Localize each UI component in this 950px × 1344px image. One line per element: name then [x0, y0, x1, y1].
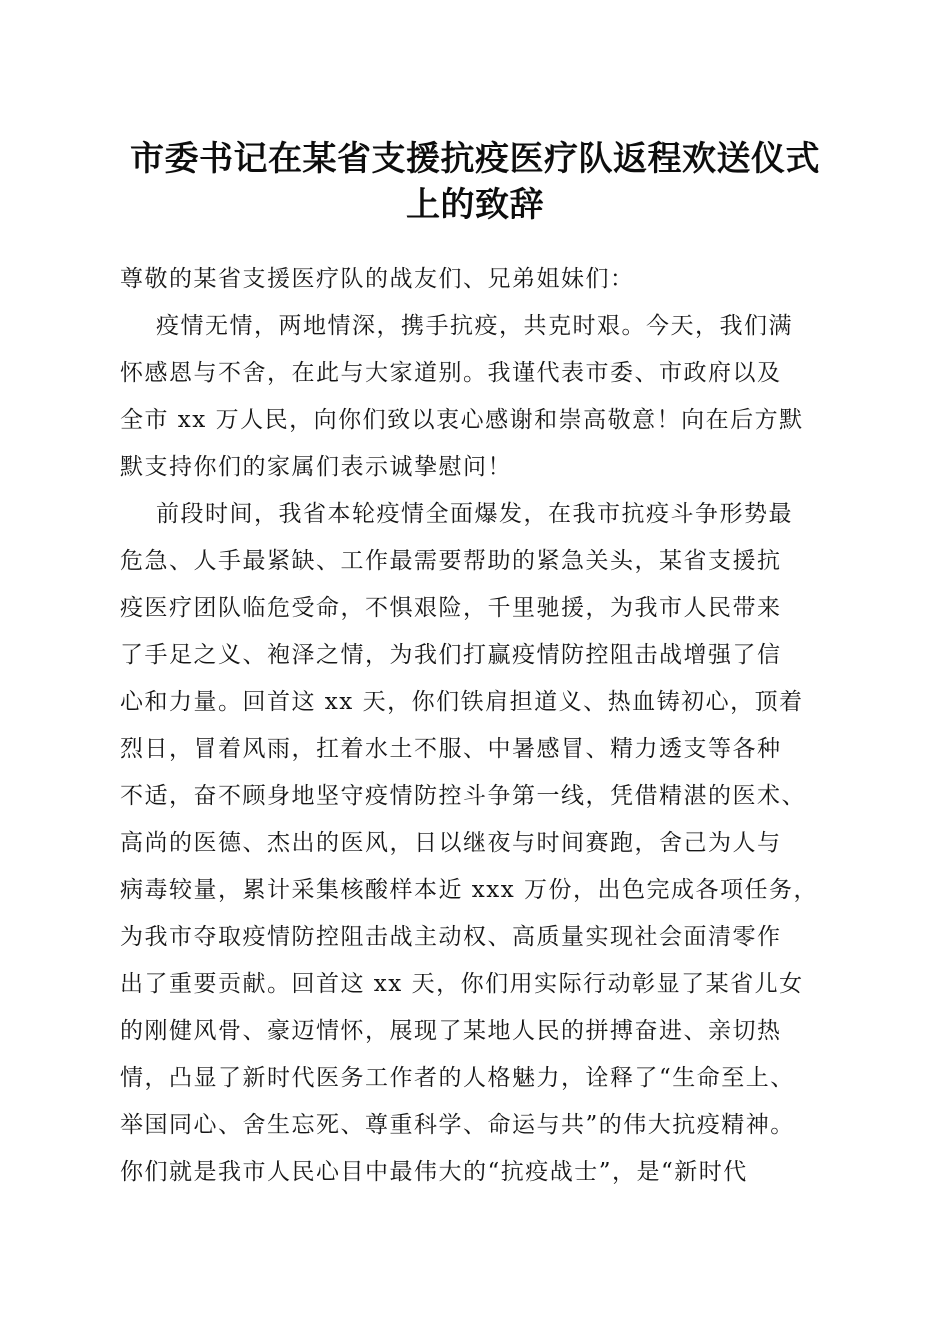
text-line: 高尚的医德、杰出的医风，日以继夜与时间赛跑，舍己为人与	[120, 830, 782, 856]
text-line: 怀感恩与不舍，在此与大家道别。我谨代表市委、市政府以及	[120, 360, 782, 386]
document-body	[120, 256, 832, 1196]
text-line: 前段时间，我省本轮疫情全面爆发，在我市抗疫斗争形势最	[156, 501, 793, 527]
text-line: 心和力量。回首这 xx 天，你们铁肩担道义、热血铸初心，顶着	[120, 689, 804, 715]
paragraph-2	[120, 491, 832, 1196]
text-line: 举国同心、舍生忘死、尊重科学、命运与共”的伟大抗疫精神。	[120, 1112, 795, 1138]
text-line: 疫医疗团队临危受命，不惧艰险，千里驰援，为我市人民带来	[120, 595, 782, 621]
text-line: 你们就是我市人民心目中最伟大的“抗疫战士”，是“新时代	[120, 1159, 748, 1185]
text-line: 烈日，冒着风雨，扛着水土不服、中暑感冒、精力透支等各种	[120, 736, 782, 762]
text-line: 病毒较量，累计采集核酸样本近 xxx 万份，出色完成各项任务，	[120, 877, 819, 903]
text-line: 危急、人手最紧缺、工作最需要帮助的紧急关头，某省支援抗	[120, 548, 782, 574]
title-line-1: 市委书记在某省支援抗疫医疗队返程欢送仪式	[130, 139, 820, 179]
text-line: 情，凸显了新时代医务工作者的人格魅力，诠释了“生命至上、	[120, 1065, 795, 1091]
text-line: 默支持你们的家属们表示诚挚慰问！	[120, 454, 512, 480]
paragraph-1	[120, 303, 832, 491]
page-title	[100, 136, 850, 228]
text-line: 不适，奋不顾身地坚守疫情防控斗争第一线，凭借精湛的医术、	[120, 783, 806, 809]
text-line: 为我市夺取疫情防控阻击战主动权、高质量实现社会面清零作	[120, 924, 782, 950]
text-line: 全市 xx 万人民，向你们致以衷心感谢和崇高敬意！向在后方默	[120, 407, 804, 433]
text-line: 的刚健风骨、豪迈情怀，展现了某地人民的拼搏奋进、亲切热	[120, 1018, 782, 1044]
title-line-2: 上的致辞	[406, 185, 544, 225]
text-line: 出了重要贡献。回首这 xx 天，你们用实际行动彰显了某省儿女	[120, 971, 804, 997]
text-line: 了手足之义、袍泽之情，为我们打赢疫情防控阻击战增强了信	[120, 642, 782, 668]
text-line: 疫情无情，两地情深，携手抗疫，共克时艰。今天，我们满	[156, 313, 793, 339]
salutation: 尊敬的某省支援医疗队的战友们、兄弟姐妹们：	[120, 266, 635, 292]
